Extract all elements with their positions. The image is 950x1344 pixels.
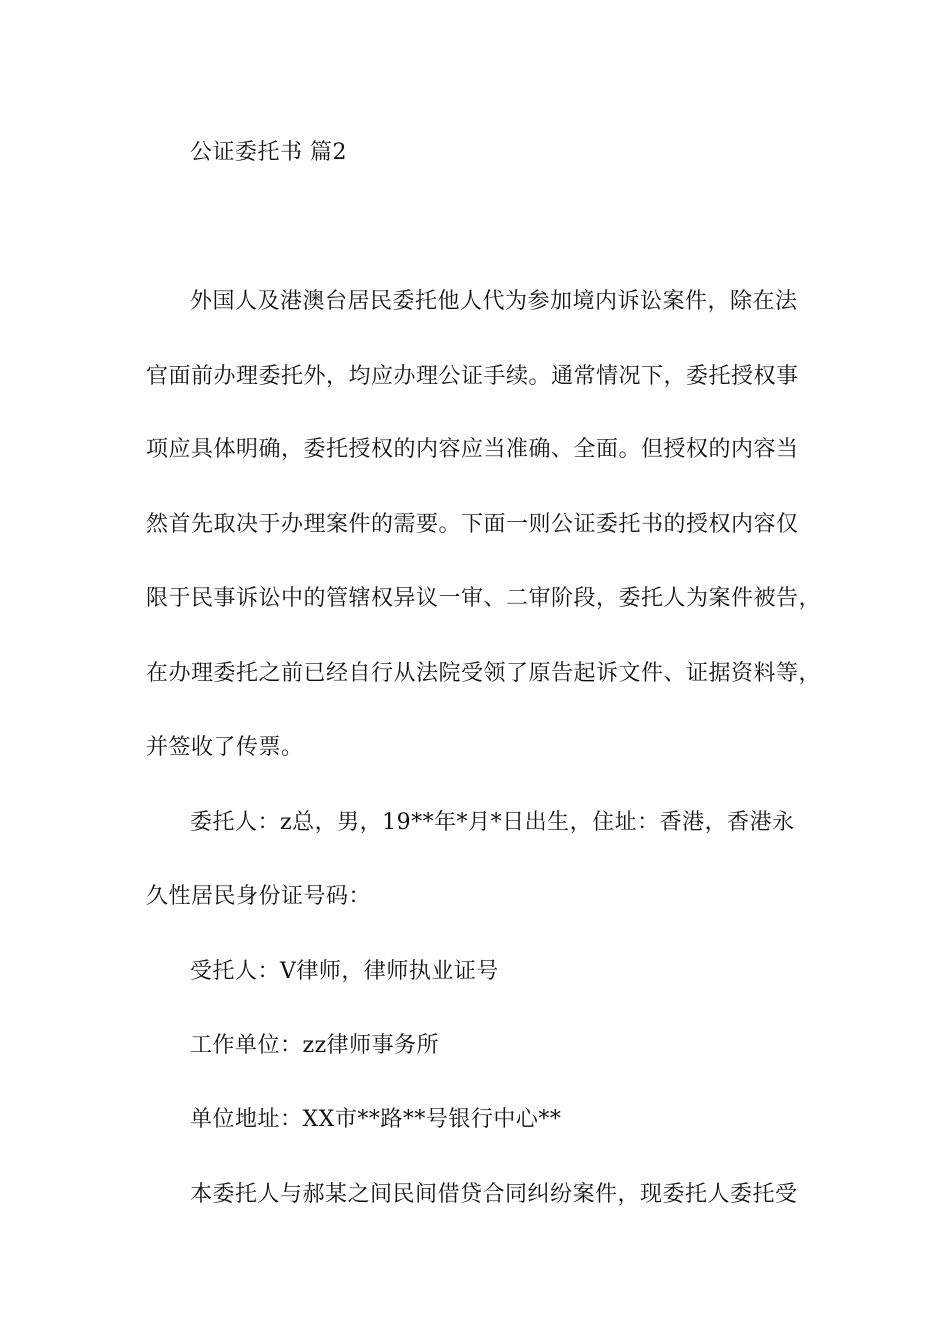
paragraph-line: 并签收了传票。	[146, 735, 304, 760]
document-heading: 公证委托书 篇2	[190, 140, 347, 165]
principal-line: 委托人：z总，男，19**年*月*日出生，住址：香港，香港永	[190, 810, 795, 835]
paragraph-line: 官面前办理委托外，均应办理公证手续。通常情况下，委托授权事	[146, 364, 799, 389]
work-unit-line: 工作单位：zz律师事务所	[190, 1033, 440, 1058]
paragraph-line: 限于民事诉讼中的管辖权异议一审、二审阶段，委托人为案件被告，	[146, 586, 822, 611]
paragraph-line: 本委托人与郝某之间民间借贷合同纠纷案件，现委托人委托受	[190, 1182, 798, 1207]
paragraph-line: 项应具体明确，委托授权的内容应当准确、全面。但授权的内容当	[146, 437, 799, 462]
unit-address-line: 单位地址：XX市**路**号银行中心**	[190, 1107, 562, 1132]
paragraph-line: 然首先取决于办理案件的需要。下面一则公证委托书的授权内容仅	[146, 512, 799, 537]
principal-line: 久性居民身份证号码：	[146, 884, 372, 909]
paragraph-line: 在办理委托之前已经自行从法院受领了原告起诉文件、证据资料等，	[146, 661, 822, 686]
paragraph-line: 外国人及港澳台居民委托他人代为参加境内诉讼案件，除在法	[190, 289, 798, 314]
agent-line: 受托人：V律师，律师执业证号	[190, 959, 499, 984]
